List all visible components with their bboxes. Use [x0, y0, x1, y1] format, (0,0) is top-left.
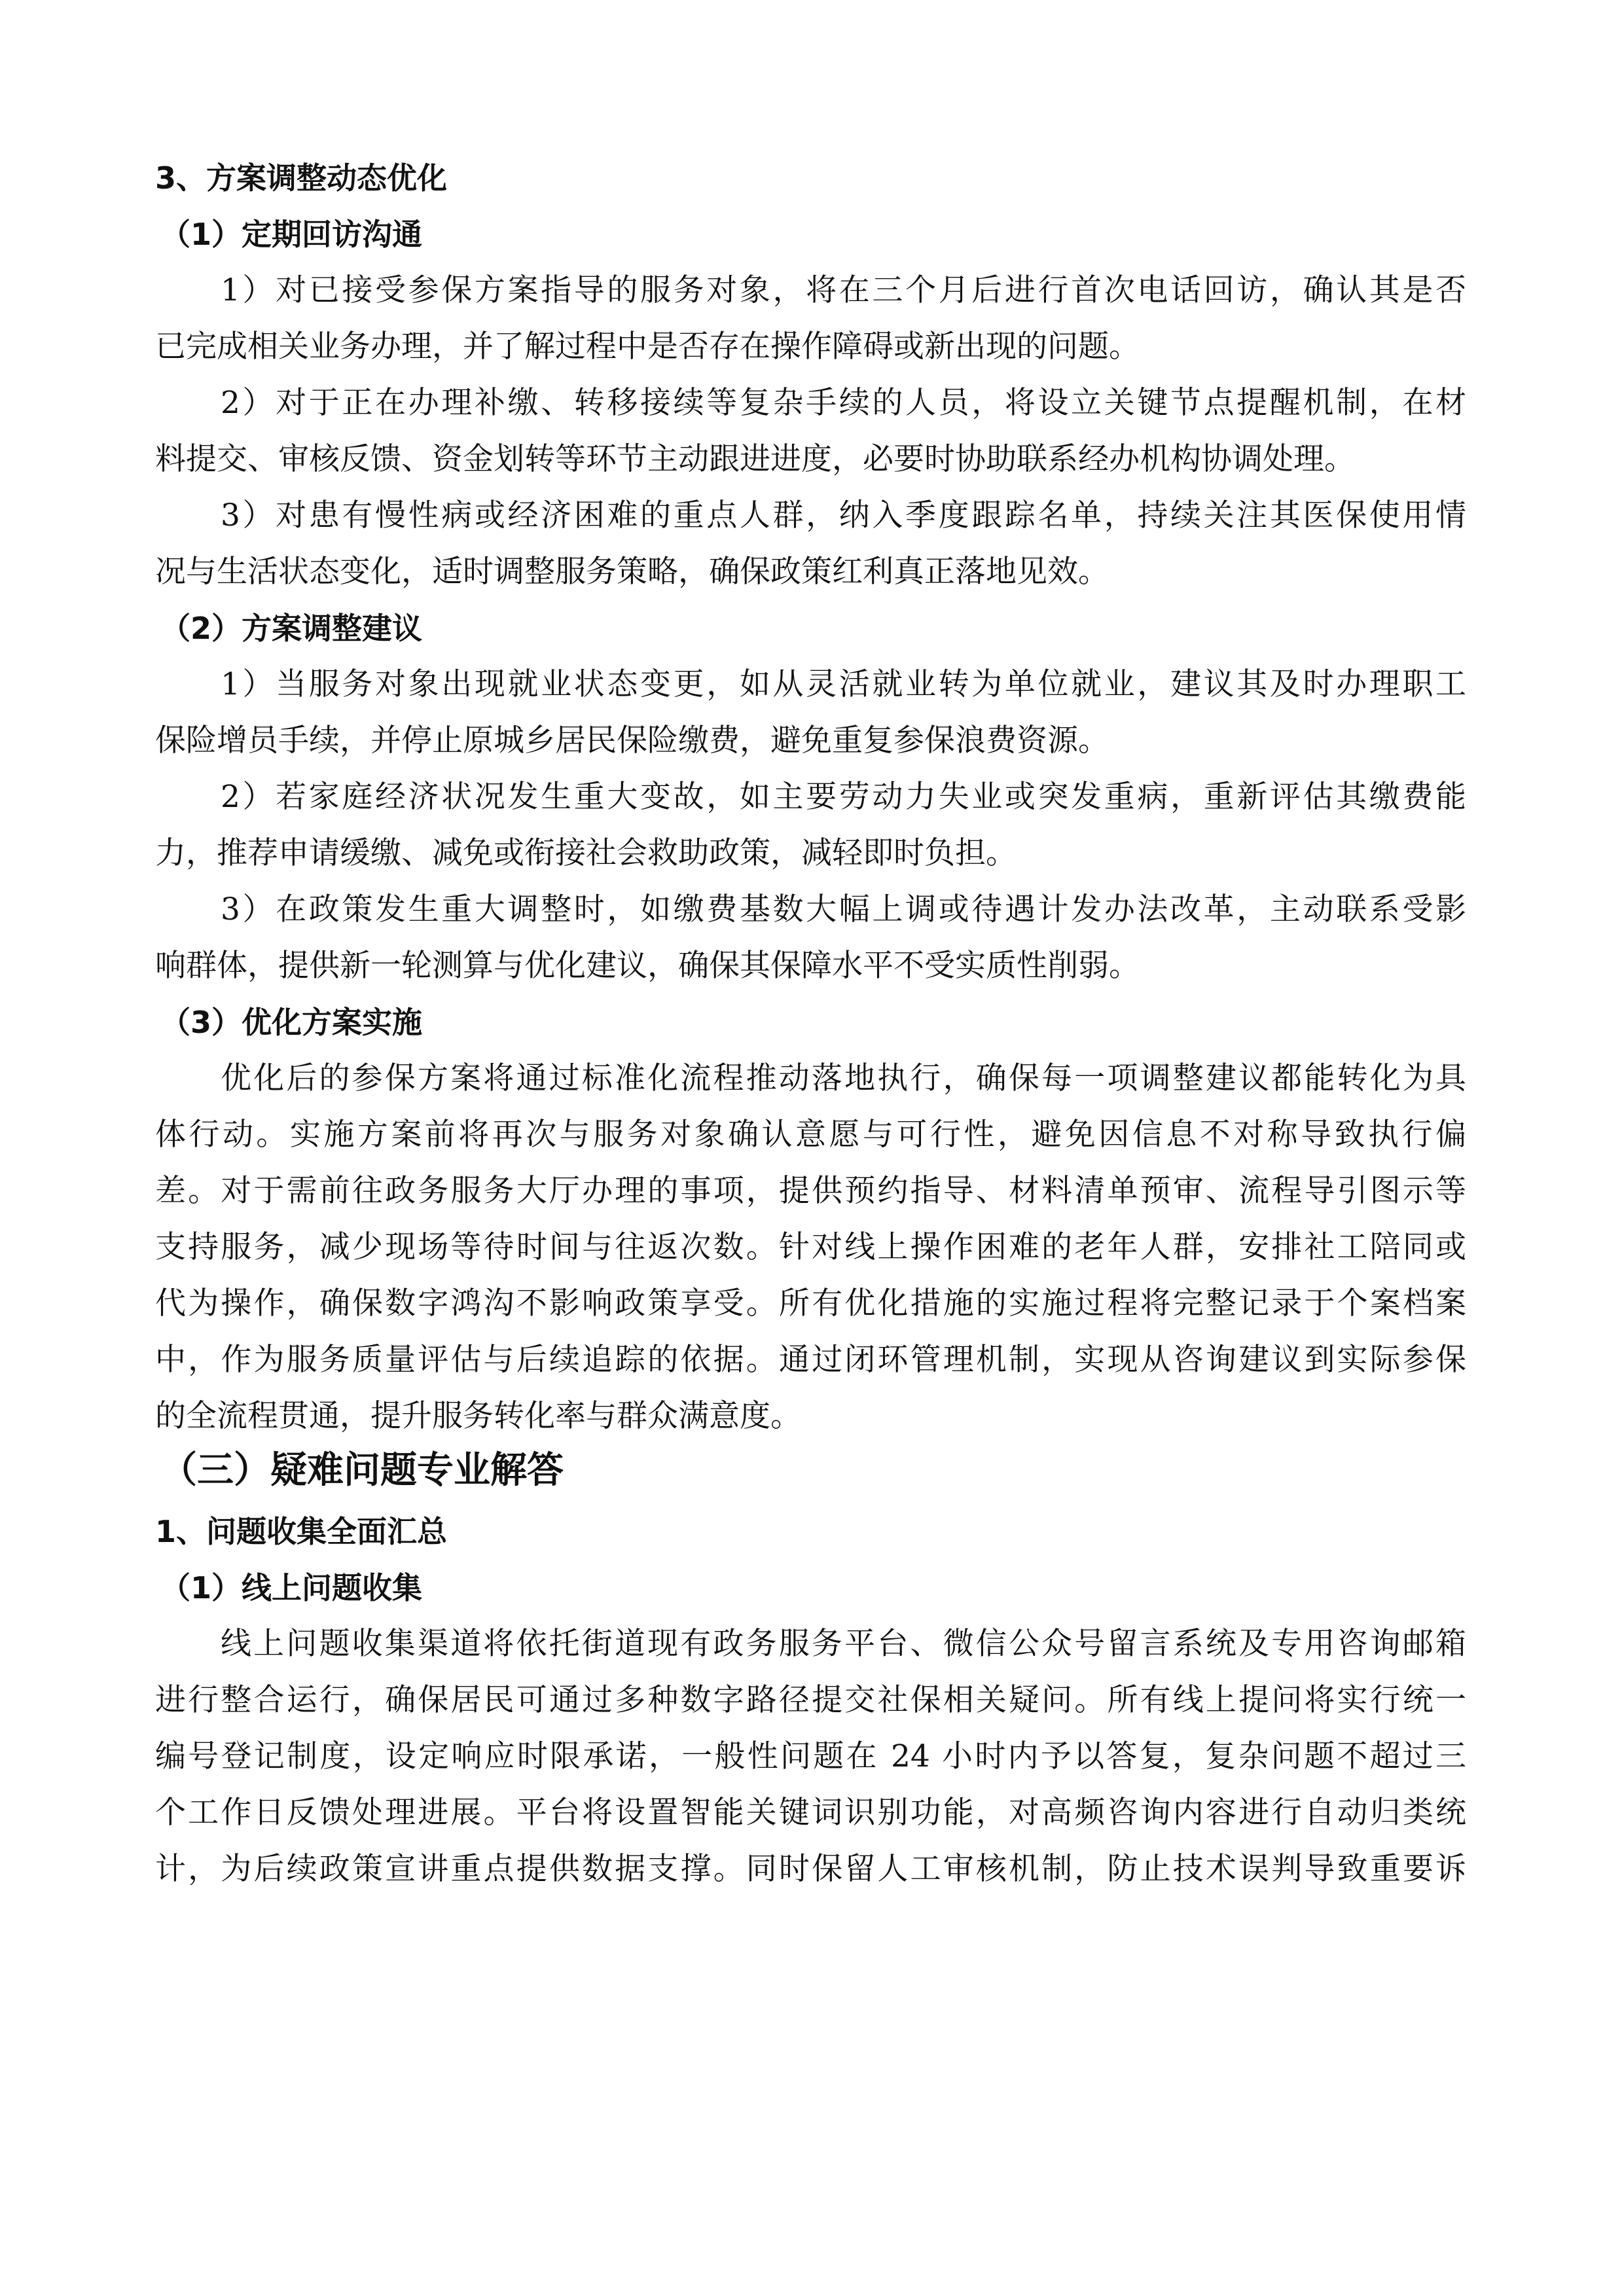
- paragraph-line: 保险增员手续，并停止原城乡居民保险缴费，避免重复参保浪费资源。: [155, 723, 1109, 759]
- paragraph-line: 况与生活状态变化，适时调整服务策略，确保政策红利真正落地见效。: [155, 554, 1109, 590]
- subsection-heading: （2）方案调整建议: [160, 611, 423, 646]
- paragraph-line: 编号登记制度，设定响应时限承诺，一般性问题在 24 小时内予以答复，复杂问题不超过三: [155, 1738, 1466, 1774]
- paragraph-line: 代为操作，确保数字鸿沟不影响政策享受。所有优化措施的实施过程将完整记录于个案档案: [155, 1285, 1466, 1321]
- subsection-heading: （3）优化方案实施: [160, 1005, 423, 1040]
- paragraph-line: 进行整合运行，确保居民可通过多种数字路径提交社保相关疑问。所有线上提问将实行统一: [155, 1682, 1466, 1718]
- paragraph-line: 2）对于正在办理补缴、转移接续等复杂手续的人员，将设立关键节点提醒机制，在材: [221, 385, 1466, 421]
- paragraph-line: 优化后的参保方案将通过标准化流程推动落地执行，确保每一项调整建议都能转化为具: [221, 1060, 1466, 1096]
- paragraph-line: 中，作为服务质量评估与后续追踪的依据。通过闭环管理机制，实现从咨询建议到实际参保: [155, 1342, 1466, 1378]
- paragraph-line: 体行动。实施方案前将再次与服务对象确认意愿与可行性，避免因信息不对称导致执行偏: [155, 1117, 1466, 1153]
- part-heading: （三）疑难问题专业解答: [160, 1449, 564, 1492]
- paragraph-line: 计，为后续政策宣讲重点提供数据支撑。同时保留人工审核机制，防止技术误判导致重要诉: [155, 1851, 1466, 1887]
- paragraph-line: 个工作日反馈处理进展。平台将设置智能关键词识别功能，对高频咨询内容进行自动归类统: [155, 1795, 1466, 1831]
- section-heading: 3、方案调整动态优化: [155, 160, 448, 196]
- paragraph-line: 料提交、审核反馈、资金划转等环节主动跟进进度，必要时协助联系经办机构协调处理。: [155, 441, 1355, 477]
- paragraph-line: 的全流程贯通，提升服务转化率与群众满意度。: [155, 1398, 801, 1434]
- paragraph-line: 支持服务，减少现场等待时间与往返次数。针对线上操作困难的老年人群，安排社工陪同或: [155, 1229, 1466, 1265]
- paragraph-line: 1）当服务对象出现就业状态变更，如从灵活就业转为单位就业，建议其及时办理职工: [221, 666, 1466, 702]
- section-heading: 1、问题收集全面汇总: [155, 1514, 448, 1549]
- paragraph-line: 1）对已接受参保方案指导的服务对象，将在三个月后进行首次电话回访，确认其是否: [221, 272, 1466, 308]
- paragraph-line: 3）在政策发生重大调整时，如缴费基数大幅上调或待遇计发办法改革，主动联系受影: [221, 891, 1466, 927]
- paragraph-line: 响群体，提供新一轮测算与优化建议，确保其保障水平不受实质性削弱。: [155, 948, 1140, 984]
- paragraph-line: 差。对于需前往政务服务大厅办理的事项，提供预约指导、材料清单预审、流程导引图示等: [155, 1173, 1466, 1209]
- subsection-heading: （1）定期回访沟通: [160, 217, 423, 252]
- paragraph-line: 2）若家庭经济状况发生重大变故，如主要劳动力失业或突发重病，重新评估其缴费能: [221, 779, 1466, 815]
- subsection-heading: （1）线上问题收集: [160, 1570, 423, 1605]
- paragraph-line: 已完成相关业务办理，并了解过程中是否存在操作障碍或新出现的问题。: [155, 329, 1140, 365]
- paragraph-line: 力，推荐申请缓缴、减免或衔接社会救助政策，减轻即时负担。: [155, 835, 1017, 871]
- paragraph-line: 线上问题收集渠道将依托街道现有政务服务平台、微信公众号留言系统及专用咨询邮箱: [221, 1626, 1466, 1662]
- paragraph-line: 3）对患有慢性病或经济困难的重点人群，纳入季度跟踪名单，持续关注其医保使用情: [221, 497, 1466, 533]
